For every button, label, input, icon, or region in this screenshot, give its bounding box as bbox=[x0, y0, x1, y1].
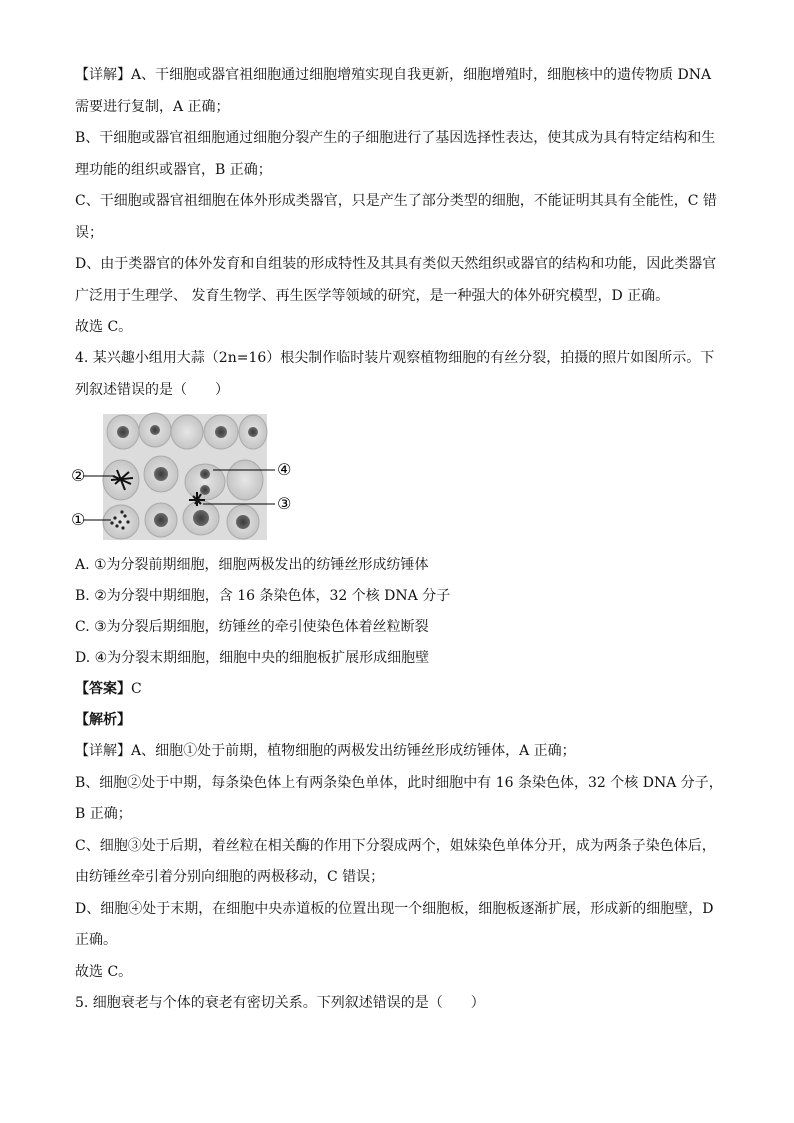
option-c: C. ③为分裂后期细胞，纺锤丝的牵引使染色体着丝粒断裂 bbox=[75, 619, 429, 635]
analysis-tag: 【解析】 bbox=[75, 712, 131, 728]
q4-options bbox=[75, 550, 723, 674]
micrograph-figure bbox=[65, 410, 305, 542]
option-a: A. ①为分裂前期细胞，细胞两极发出的纺锤丝形成纺锤体 bbox=[75, 557, 429, 573]
q5-stem: 5. 细胞衰老与个体的衰老有密切关系。下列叙述错误的是（ ） bbox=[75, 995, 485, 1011]
label-2: ② bbox=[71, 466, 86, 485]
q3-explain-a: 【详解】A、干细胞或器官祖细胞通过细胞增殖实现自我更新，细胞增殖时，细胞核中的遗传物质 DNA 需要进行复制，A 正确； bbox=[75, 67, 712, 115]
explain-c: C、细胞③处于后期，着丝粒在相关酶的作用下分裂成两个，姐妹染色单体分开，成为两条子染色体后，由纺锤丝牵引着分别向细胞的两极移动，C 错误； bbox=[75, 837, 716, 885]
label-3: ③ bbox=[277, 494, 292, 513]
answer-tag: 【答案】 bbox=[75, 681, 131, 697]
micrograph-image bbox=[65, 410, 305, 542]
option-d: D. ④为分裂末期细胞，细胞中央的细胞板扩展形成细胞壁 bbox=[75, 650, 430, 666]
label-4: ④ bbox=[277, 460, 292, 479]
q4-stem: 4. 某兴趣小组用大蒜（2n=16）根尖制作临时装片观察植物细胞的有丝分裂，拍摄的照片如图所示。下列叙述错误的是（ ） bbox=[75, 350, 715, 398]
q3-explain-c: C、干细胞或器官祖细胞在体外形成类器官，只是产生了部分类型的细胞，不能证明其具有全能性，C 错误； bbox=[75, 193, 717, 241]
answer-block bbox=[75, 674, 723, 736]
answer-value: C bbox=[131, 681, 142, 697]
q4-explanation bbox=[75, 736, 723, 1020]
q3-explain-b: B、干细胞或器官祖细胞通过细胞分裂产生的子细胞进行了基因选择性表达，使其成为具有特定结构和生理功能的组织或器官，B 正确； bbox=[75, 130, 716, 178]
explain-d: D、细胞④处于末期，在细胞中央赤道板的位置出现一个细胞板，细胞板逐渐扩展，形成新的细胞壁，D 正确。 bbox=[75, 900, 714, 948]
explain-choose: 故选 C。 bbox=[75, 963, 133, 980]
explain-a: 【详解】A、细胞①处于前期，植物细胞的两极发出纺锤丝形成纺锤体，A 正确； bbox=[75, 743, 576, 759]
q3-explain-d: D、由于类器官的体外发育和自组装的形成特性及其具有类似天然组织或器官的结构和功能，因此类器官广泛用于生理学、 发育生物学、再生医学等领域的研究，是一种强大的体外研究模型，D 正确。 bbox=[75, 256, 717, 304]
label-1: ① bbox=[71, 510, 86, 529]
q3-choose: 故选 C。 bbox=[75, 319, 133, 335]
explain-b: B、细胞②处于中期，每条染色体上有两条染色单体，此时细胞中有 16 条染色体，32 个核 DNA 分子，B 正确； bbox=[75, 774, 723, 822]
option-b: B. ②为分裂中期细胞，含 16 条染色体，32 个核 DNA 分子 bbox=[75, 588, 451, 604]
